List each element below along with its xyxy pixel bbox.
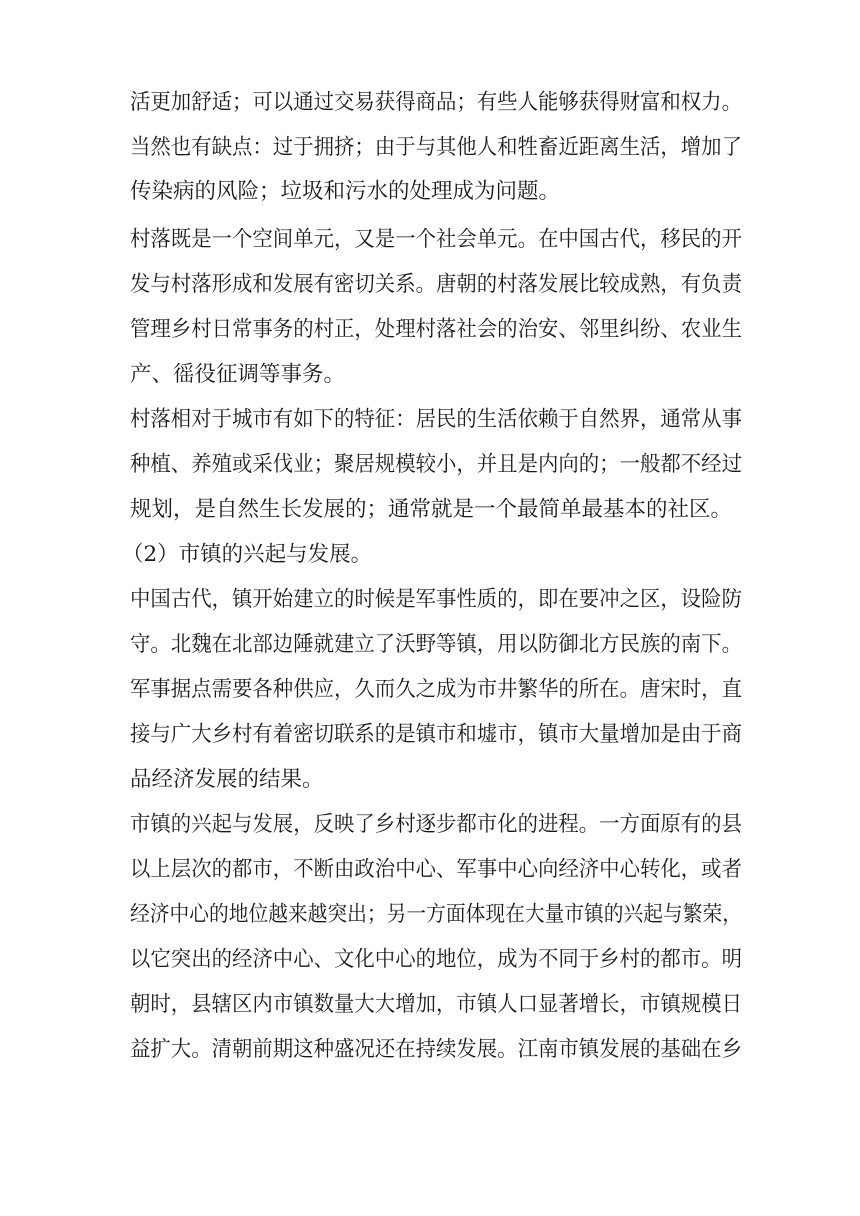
text-line: 当然也有缺点：过于拥挤；由于与其他人和牲畜近距离生活，增加了: [130, 135, 742, 160]
text-line: 传染病的风险；垃圾和污水的处理成为问题。: [130, 179, 561, 204]
text-line: 活更加舒适；可以通过交易获得商品；有些人能够获得财富和权力。: [130, 90, 742, 115]
text-line: 村落相对于城市有如下的特征：居民的生活依赖于自然界，通常从事: [130, 407, 742, 432]
text-line: 接与广大乡村有着密切联系的是镇市和墟市，镇市大量增加是由于商: [130, 722, 742, 747]
text-line: 发与村落形成和发展有密切关系。唐朝的村落发展比较成熟，有负责: [130, 272, 742, 297]
text-line: 规划，是自然生长发展的；通常就是一个最简单最基本的社区。: [130, 497, 733, 522]
text-line: 村落既是一个空间单元，又是一个社会单元。在中国古代，移民的开: [130, 227, 742, 252]
text-line: 守。北魏在北部边陲就建立了沃野等镇，用以防御北方民族的南下。: [130, 632, 742, 657]
text-line: 经济中心的地位越来越突出；另一方面体现在大量市镇的兴起与繁荣，: [130, 902, 742, 927]
text-line: 以上层次的都市，不断由政治中心、军事中心向经济中心转化，或者: [130, 857, 742, 882]
text-line: 益扩大。清朝前期这种盛况还在持续发展。江南市镇发展的基础在乡: [130, 1037, 742, 1062]
text-line: 朝时，县辖区内市镇数量大大增加，市镇人口显著增长，市镇规模日: [130, 992, 742, 1017]
text-line: 产、徭役征调等事务。: [130, 362, 346, 387]
section-heading: （2）市镇的兴起与发展。: [122, 542, 373, 567]
text-line: 种植、养殖或采伐业；聚居规模较小，并且是内向的；一般都不经过: [130, 452, 742, 477]
text-line: 品经济发展的结果。: [130, 767, 324, 792]
text-line: 以它突出的经济中心、文化中心的地位，成为不同于乡村的都市。明: [130, 947, 742, 972]
text-line: 中国古代，镇开始建立的时候是军事性质的，即在要冲之区，设险防: [130, 587, 742, 612]
text-line: 市镇的兴起与发展，反映了乡村逐步都市化的进程。一方面原有的县: [130, 812, 742, 837]
text-line: 管理乡村日常事务的村正，处理村落社会的治安、邻里纠纷、农业生: [130, 317, 742, 342]
text-line: 军事据点需要各种供应，久而久之成为市井繁华的所在。唐宋时，直: [130, 677, 742, 702]
